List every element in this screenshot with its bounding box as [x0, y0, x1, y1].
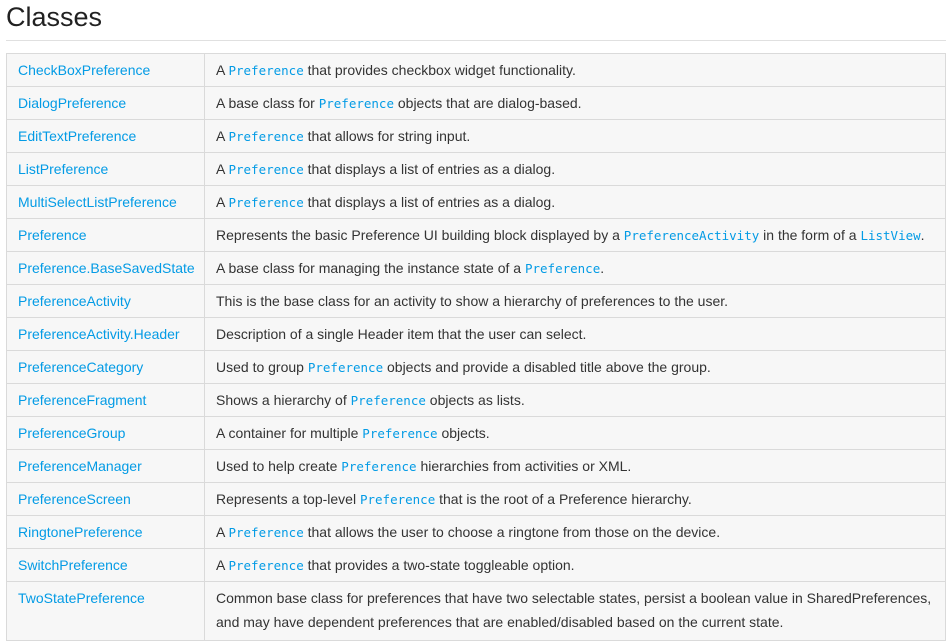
class-link[interactable]: PreferenceGroup: [18, 425, 126, 441]
description-text: A: [216, 160, 229, 177]
table-row: [7, 582, 946, 641]
table-row: [7, 318, 946, 351]
code-reference-link[interactable]: Preference: [307, 359, 384, 375]
description-text: Used to help create: [216, 457, 342, 474]
table-row: [7, 120, 946, 153]
description-text: Used to group: [216, 358, 308, 375]
code-reference-link[interactable]: ListView: [860, 227, 921, 243]
class-description-cell: [205, 318, 946, 351]
description-text: in the form of a: [759, 226, 861, 243]
class-link[interactable]: TwoStatePreference: [18, 590, 145, 606]
code-reference-link[interactable]: PreferenceActivity: [623, 227, 760, 243]
class-description-cell: [205, 516, 946, 549]
description-text: This is the base class for an activity to show a hierarchy of preferences to the user.: [216, 293, 729, 309]
description-text: A base class for: [216, 94, 319, 111]
table-row: [7, 351, 946, 384]
table-row: [7, 219, 946, 252]
class-name-cell: [7, 582, 205, 641]
code-reference-link[interactable]: Preference: [350, 392, 426, 408]
description-text: A: [216, 61, 229, 78]
class-description-cell: [205, 582, 946, 641]
description-text: that provides a two-state toggleable option.: [303, 556, 575, 573]
code-reference-link[interactable]: Preference: [362, 425, 438, 441]
class-description-cell: [205, 351, 946, 384]
code-reference-link[interactable]: Preference: [228, 557, 304, 573]
code-reference-link[interactable]: Preference: [341, 458, 417, 474]
class-name-cell: [7, 219, 205, 252]
class-description-cell: [205, 252, 946, 285]
classes-table-body: [7, 54, 946, 641]
class-link[interactable]: PreferenceFragment: [18, 392, 147, 408]
table-row: [7, 252, 946, 285]
class-link[interactable]: PreferenceActivity: [18, 293, 131, 309]
code-reference-link[interactable]: Preference: [228, 161, 304, 177]
code-reference-link[interactable]: Preference: [318, 95, 394, 111]
description-text: A: [216, 193, 229, 210]
class-description-cell: [205, 54, 946, 87]
table-row: [7, 153, 946, 186]
class-name-cell: [7, 483, 205, 516]
class-link[interactable]: CheckBoxPreference: [18, 62, 151, 78]
class-description-cell: [205, 384, 946, 417]
description-text: A base class for managing the instance state of a: [216, 259, 525, 276]
class-description-cell: [205, 87, 946, 120]
code-reference-link[interactable]: Preference: [228, 128, 304, 144]
class-name-cell: [7, 516, 205, 549]
description-text: A: [216, 127, 229, 144]
class-description-cell: [205, 186, 946, 219]
description-text: objects and provide a disabled title above the group.: [383, 358, 711, 375]
table-row: [7, 417, 946, 450]
description-text: .: [920, 226, 925, 243]
class-link[interactable]: PreferenceCategory: [18, 359, 144, 375]
description-text: A container for multiple: [216, 424, 363, 441]
code-reference-link[interactable]: Preference: [228, 524, 304, 540]
class-name-cell: [7, 351, 205, 384]
description-text: Represents the basic Preference UI building block displayed by a: [216, 226, 624, 243]
class-link[interactable]: PreferenceManager: [18, 458, 142, 474]
class-link[interactable]: PreferenceScreen: [18, 491, 131, 507]
class-description-cell: [205, 285, 946, 318]
class-name-cell: [7, 549, 205, 582]
description-text: A: [216, 556, 229, 573]
class-name-cell: [7, 318, 205, 351]
class-link[interactable]: Preference: [18, 227, 87, 243]
description-text: Description of a single Header item that the user can select.: [216, 326, 587, 342]
classes-table: [6, 53, 946, 641]
class-description-cell: [205, 549, 946, 582]
class-name-cell: [7, 87, 205, 120]
description-text: Represents a top-level: [216, 490, 360, 507]
class-name-cell: [7, 120, 205, 153]
table-row: [7, 54, 946, 87]
description-text: that provides checkbox widget functionality.: [303, 61, 576, 78]
class-description-cell: [205, 153, 946, 186]
class-name-cell: [7, 384, 205, 417]
class-link[interactable]: DialogPreference: [18, 95, 127, 111]
class-link[interactable]: ListPreference: [18, 161, 109, 177]
code-reference-link[interactable]: Preference: [228, 194, 304, 210]
class-name-cell: [7, 54, 205, 87]
class-link[interactable]: EditTextPreference: [18, 128, 137, 144]
class-name-cell: [7, 417, 205, 450]
description-text: objects as lists.: [425, 391, 525, 408]
table-row: [7, 516, 946, 549]
table-row: [7, 186, 946, 219]
description-text: that displays a list of entries as a dialog.: [303, 160, 556, 177]
code-reference-link[interactable]: Preference: [524, 260, 601, 276]
class-link[interactable]: SwitchPreference: [18, 557, 128, 573]
table-row: [7, 483, 946, 516]
description-text: that allows the user to choose a ringtone from those on the device.: [303, 523, 721, 540]
class-name-cell: [7, 450, 205, 483]
class-description-cell: [205, 120, 946, 153]
description-text: objects that are dialog-based.: [393, 94, 582, 111]
class-name-cell: [7, 153, 205, 186]
description-text: .: [600, 259, 605, 276]
description-text: Common base class for preferences that have two selectable states, persist a boolean value in SharedPreferences, and may have dependent preferences that are enabled/disabled based on the current state.: [216, 590, 932, 630]
code-reference-link[interactable]: Preference: [228, 62, 304, 78]
description-text: that allows for string input.: [303, 127, 471, 144]
description-text: that is the root of a Preference hierarchy.: [435, 490, 692, 507]
table-row: [7, 87, 946, 120]
code-reference-link[interactable]: Preference: [359, 491, 436, 507]
class-description-cell: [205, 417, 946, 450]
class-name-cell: [7, 186, 205, 219]
description-text: Shows a hierarchy of: [216, 391, 351, 408]
class-link[interactable]: RingtonePreference: [18, 524, 143, 540]
class-link[interactable]: MultiSelectListPreference: [18, 194, 177, 210]
class-description-cell: [205, 219, 946, 252]
table-row: [7, 384, 946, 417]
table-row: [7, 450, 946, 483]
page-title: Classes: [6, 2, 103, 32]
description-text: objects.: [437, 424, 490, 441]
class-description-cell: [205, 450, 946, 483]
table-row: [7, 285, 946, 318]
description-text: hierarchies from activities or XML.: [416, 457, 632, 474]
description-text: A: [216, 523, 229, 540]
description-text: that displays a list of entries as a dialog.: [303, 193, 556, 210]
class-link[interactable]: PreferenceActivity.Header: [18, 326, 180, 342]
heading-divider: [6, 40, 946, 41]
class-name-cell: [7, 285, 205, 318]
class-name-cell: [7, 252, 205, 285]
class-description-cell: [205, 483, 946, 516]
table-row: [7, 549, 946, 582]
class-link[interactable]: Preference.BaseSavedState: [18, 260, 195, 276]
